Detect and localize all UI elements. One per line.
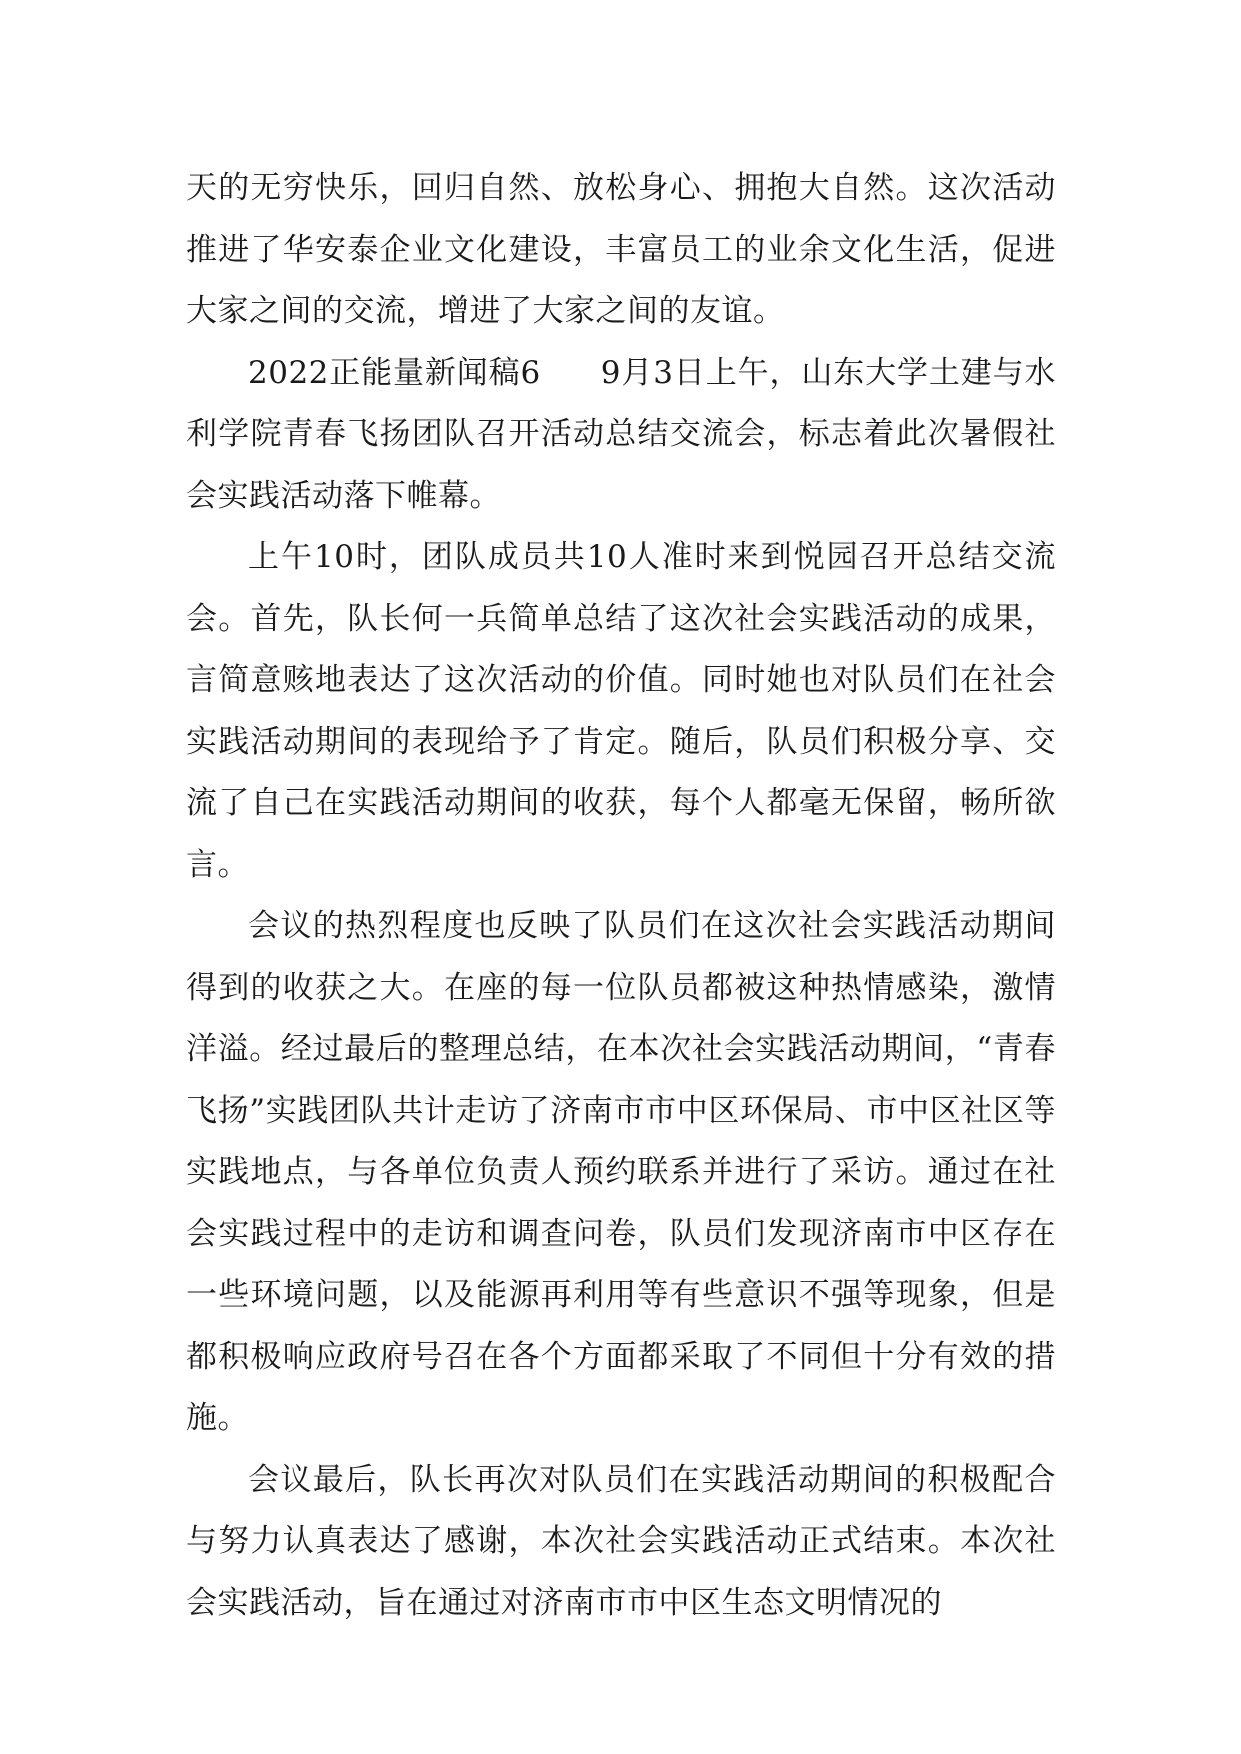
document-body <box>186 158 1056 1634</box>
article-title: 2022正能量新闻稿6 <box>248 354 541 391</box>
paragraph-meeting-results: 会议的热烈程度也反映了队员们在这次社会实践活动期间得到的收获之大。在座的每一位队员都被这种热情感染，激情洋溢。经过最后的整理总结，在本次社会实践活动期间，“青春飞扬”实践团队共计走访了济南市市中区环保局、市中区社区等实践地点，与各单位负责人预约联系并进行了采访。通过在社会实践过程中的走访和调查问卷，队员们发现济南市中区存在一些环境问题，以及能源再利用等有些意识不强等现象，但是都积极响应政府号召在各个方面都采取了不同但十分有效的措施。 <box>186 908 1056 1436</box>
article-lead-text: 9月3日上午，山东大学土建与水利学院青春飞扬团队召开活动总结交流会，标志着此次暑假社会实践活动落下帷幕。 <box>186 354 1056 514</box>
paragraph-meeting-closing: 会议最后，队长再次对队员们在实践活动期间的积极配合与努力认真表达了感谢，本次社会实践活动正式结束。本次社会实践活动，旨在通过对济南市市中区生态文明情况的 <box>186 1461 1056 1621</box>
paragraph-meeting-summary: 上午10时，团队成员共10人准时来到悦园召开总结交流会。首先，队长何一兵简单总结了这次社会实践活动的成果，言简意赅地表达了这次活动的价值。同时她也对队员们在社会实践活动期间的表现给予了肯定。随后，队员们积极分享、交流了自己在实践活动期间的收获，每个人都毫无保留，畅所欲言。 <box>186 539 1056 883</box>
paragraph-continuation: 天的无穷快乐，回归自然、放松身心、拥抱大自然。这次活动推进了华安泰企业文化建设，丰富员工的业余文化生活，促进大家之间的交流，增进了大家之间的友谊。 <box>186 170 1056 329</box>
paragraph-news-intro <box>186 343 1056 528</box>
